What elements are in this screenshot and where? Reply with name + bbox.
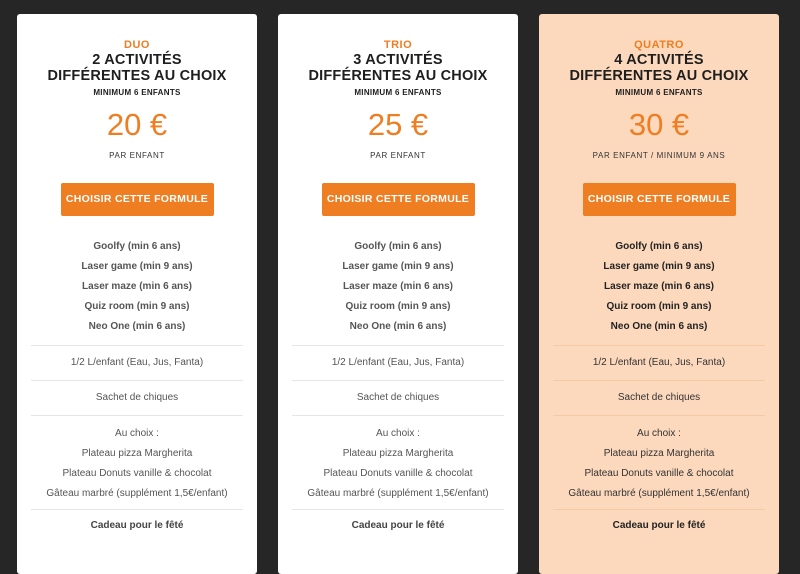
activity-item: Laser maze (min 6 ans) (342, 281, 454, 292)
food-choice-item: Plateau pizza Margherita (603, 448, 715, 459)
food-choice-section (31, 415, 243, 509)
plan-name: QUATRO (634, 39, 684, 51)
food-choice-item: Plateau Donuts vanille & chocolat (323, 468, 473, 479)
gift-section (292, 509, 504, 542)
food-choice-heading: Au choix : (376, 428, 420, 439)
gift-text: Cadeau pour le fêté (351, 520, 445, 531)
activities-list (31, 216, 243, 345)
food-choice-item: Gâteau marbré (supplément 1,5€/enfant) (46, 488, 228, 499)
activity-item: Goolfy (min 6 ans) (354, 241, 442, 252)
choose-plan-button[interactable]: CHOISIR CETTE FORMULE (583, 183, 736, 216)
pricing-card-trio (278, 14, 518, 574)
activity-item: Laser game (min 9 ans) (81, 261, 193, 272)
plan-price-unit: PAR ENFANT (109, 151, 165, 160)
activity-item: Neo One (min 6 ans) (610, 321, 708, 332)
activity-item: Goolfy (min 6 ans) (615, 241, 703, 252)
pricing-card-quatro (539, 14, 779, 574)
plan-title-line1: 4 ACTIVITÉS (614, 52, 704, 68)
activity-item: Laser game (min 9 ans) (342, 261, 454, 272)
plan-title-line2: DIFFÉRENTES AU CHOIX (308, 68, 488, 84)
drinks-text: 1/2 L/enfant (Eau, Jus, Fanta) (592, 357, 726, 368)
activity-item: Quiz room (min 9 ans) (84, 301, 190, 312)
food-choice-section (553, 415, 765, 509)
food-choice-item: Plateau pizza Margherita (81, 448, 193, 459)
activity-item: Laser game (min 9 ans) (603, 261, 715, 272)
plan-minimum: MINIMUM 6 ENFANTS (93, 88, 181, 97)
pricing-card-duo (17, 14, 257, 574)
activity-item: Quiz room (min 9 ans) (606, 301, 712, 312)
food-choice-item: Gâteau marbré (supplément 1,5€/enfant) (568, 488, 750, 499)
plan-price: 20 € (106, 107, 168, 142)
plan-title-line2: DIFFÉRENTES AU CHOIX (47, 68, 227, 84)
candy-bag-section (553, 380, 765, 415)
choose-plan-button[interactable]: CHOISIR CETTE FORMULE (322, 183, 475, 216)
activities-list (553, 216, 765, 345)
food-choice-item: Plateau Donuts vanille & chocolat (584, 468, 734, 479)
drinks-section (31, 345, 243, 380)
activity-item: Laser maze (min 6 ans) (81, 281, 193, 292)
plan-price: 25 € (367, 107, 429, 142)
plan-price: 30 € (628, 107, 690, 142)
food-choice-section (292, 415, 504, 509)
plan-title-line1: 2 ACTIVITÉS (92, 52, 182, 68)
drinks-text: 1/2 L/enfant (Eau, Jus, Fanta) (331, 357, 465, 368)
candy-bag-text: Sachet de chiques (617, 392, 701, 403)
food-choice-heading: Au choix : (115, 428, 159, 439)
candy-bag-text: Sachet de chiques (95, 392, 179, 403)
food-choice-item: Plateau pizza Margherita (342, 448, 454, 459)
activity-item: Goolfy (min 6 ans) (93, 241, 181, 252)
activity-item: Quiz room (min 9 ans) (345, 301, 451, 312)
gift-section (31, 509, 243, 542)
gift-section (553, 509, 765, 542)
plan-title-line2: DIFFÉRENTES AU CHOIX (569, 68, 749, 84)
food-choice-item: Gâteau marbré (supplément 1,5€/enfant) (307, 488, 489, 499)
plan-name: TRIO (383, 39, 413, 51)
plan-minimum: MINIMUM 6 ENFANTS (615, 88, 703, 97)
food-choice-heading: Au choix : (637, 428, 681, 439)
candy-bag-text: Sachet de chiques (356, 392, 440, 403)
food-choice-item: Plateau Donuts vanille & chocolat (62, 468, 212, 479)
choose-plan-button[interactable]: CHOISIR CETTE FORMULE (61, 183, 214, 216)
plan-title-line1: 3 ACTIVITÉS (353, 52, 443, 68)
plan-minimum: MINIMUM 6 ENFANTS (354, 88, 442, 97)
gift-text: Cadeau pour le fêté (612, 520, 706, 531)
activity-item: Neo One (min 6 ans) (88, 321, 186, 332)
plan-name: DUO (124, 39, 150, 51)
activity-item: Laser maze (min 6 ans) (603, 281, 715, 292)
gift-text: Cadeau pour le fêté (90, 520, 184, 531)
plan-price-unit: PAR ENFANT (370, 151, 426, 160)
drinks-text: 1/2 L/enfant (Eau, Jus, Fanta) (70, 357, 204, 368)
activity-item: Neo One (min 6 ans) (349, 321, 447, 332)
drinks-section (292, 345, 504, 380)
candy-bag-section (292, 380, 504, 415)
activities-list (292, 216, 504, 345)
drinks-section (553, 345, 765, 380)
plan-price-unit: PAR ENFANT / MINIMUM 9 ANS (592, 151, 726, 160)
candy-bag-section (31, 380, 243, 415)
